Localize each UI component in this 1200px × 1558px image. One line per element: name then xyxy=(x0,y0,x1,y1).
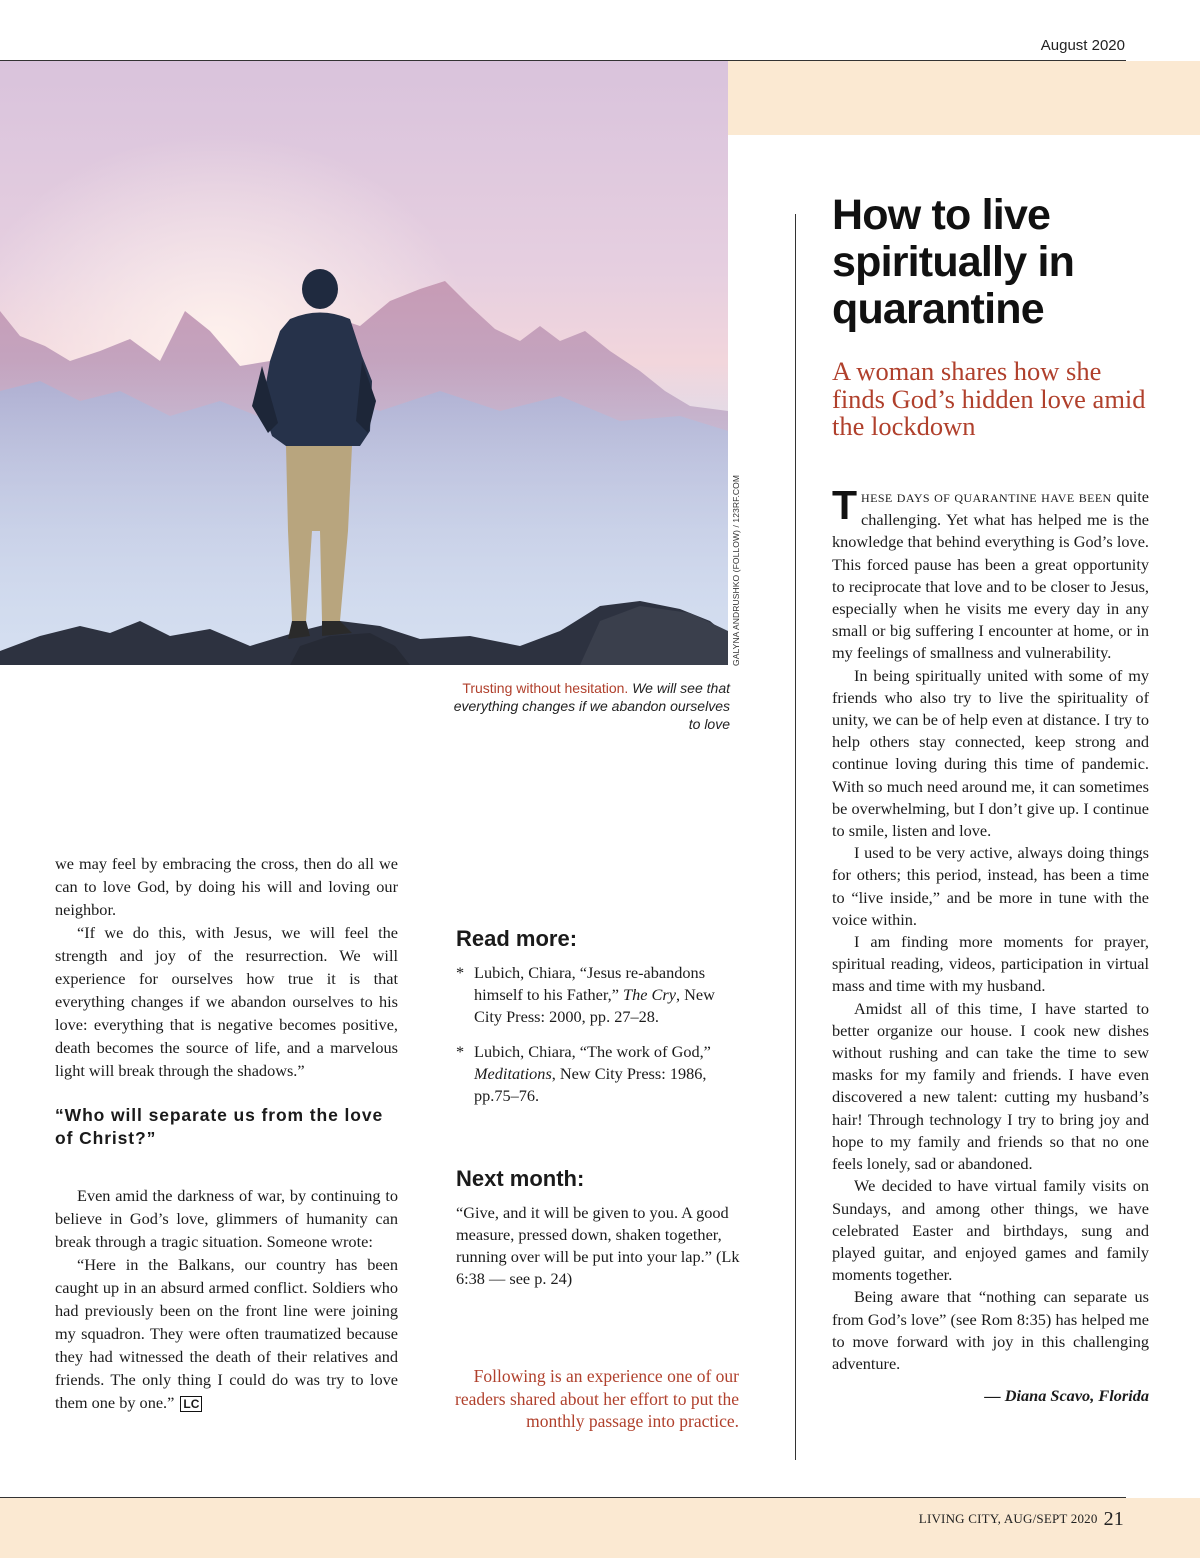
caption-lead: Trusting without hesitation. xyxy=(462,680,629,696)
read-more-box xyxy=(456,926,746,1120)
page-number: 21 xyxy=(1103,1508,1124,1530)
article-paragraph: Amidst all of this time, I have started to better organize our house. I cook new dishes without rushing and can take the time to sew masks for my family and friends. I have even discovered a new talent: cutting my husband’s hair! Through technology I try to bring joy and hope to my family and friends so that no one feels lonely, sad or abandoned. xyxy=(832,998,1149,1174)
article-paragraph: We decided to have virtual family visits on Sundays, and among other things, we have celebrated Easter and birthdays, sung and played guitar, and enjoyed games and family moments together. xyxy=(832,1176,1149,1285)
publication-name: LIVING CITY, AUG/SEPT 2020 xyxy=(918,1511,1098,1526)
list-item: * Lubich, Chiara, “Jesus re-abandons himself to his Father,” The Cry, New City Press: 2000, pp. 27–28. xyxy=(456,963,715,1026)
photo-credit: GALYNA ANDRUSHKO (FOLLOW) / 123RF.COM xyxy=(731,474,741,666)
article-paragraph: Being aware that “nothing can separate us from God’s love” (see Rom 8:35) has helped me to move forward with joy in this challenging adventure. xyxy=(832,1287,1149,1373)
article-subhead: A woman shares how she finds God’s hidden love amid the lockdown xyxy=(832,356,1146,441)
next-month-box xyxy=(456,1166,746,1290)
read-more-list xyxy=(456,962,746,1107)
photo-caption xyxy=(440,679,730,733)
list-item: * Lubich, Chiara, “The work of God,” Meditations, New City Press: 1986, pp.75–76. xyxy=(456,1042,711,1105)
man-on-mountain-photo xyxy=(0,61,728,665)
left-column xyxy=(55,852,398,1414)
article-paragraph: In being spiritually united with some of my friends who also try to live the spirituality of unity, we can be of help even at distance. I try to help others stay connected, keep strong and continue loving during this time of pandemic. With so much need around me, it can sometimes be overwhelming, but I don’t give up. I continue to smile, listen and love. xyxy=(832,665,1149,841)
author-signature: — Diana Scavo, Florida xyxy=(984,1386,1149,1406)
next-month-title: Next month: xyxy=(456,1166,585,1191)
end-mark-icon: LC xyxy=(180,1396,202,1412)
article-intro-note: Following is an experience one of our readers shared about her effort to put the monthly passage into practice. xyxy=(455,1366,739,1431)
header-color-band xyxy=(728,61,1200,135)
read-more-title: Read more: xyxy=(456,926,578,951)
left-paragraph-4: “Here in the Balkans, our country has been caught up in an absurd armed conflict. Soldiers who had previously been on the front line were joining my squadron. They were often traumatized because they had witnessed the death of their relatives and friends. The only thing I could do was try to love them one by one.” LC xyxy=(55,1255,398,1412)
issue-date: August 2020 xyxy=(1040,37,1125,54)
article-body xyxy=(832,482,1149,1407)
left-paragraph-1: we may feel by embracing the cross, then do all we can to love God, by doing his will and loving our neighbor. xyxy=(55,854,398,919)
left-paragraph-3: Even amid the darkness of war, by continuing to believe in God’s love, glimmers of humanity can break through a tragic situation. Someone wrote: xyxy=(55,1186,398,1251)
article-paragraph: I am finding more moments for prayer, spiritual reading, videos, participation in virtual mass and time with my husband. xyxy=(832,932,1149,996)
column-divider xyxy=(795,214,796,1460)
left-paragraph-2: “If we do this, with Jesus, we will feel the strength and joy of the resurrection. We will experience for ourselves how true it is that everything changes if we abandon ourselves to his love: everything that is negative becomes positive, death becomes the source of life, and a marvelous light will break through the shadows.” xyxy=(55,923,398,1080)
caption-text: We will see that everything changes if we abandon ourselves to love xyxy=(453,680,730,732)
article-paragraph: I used to be very active, always doing things for others; this period, instead, has been a time to “live inside,” and be more in tune with the voice within. xyxy=(832,843,1149,929)
drop-cap: T xyxy=(832,482,858,528)
next-month-text: “Give, and it will be given to you. A good measure, pressed down, shaken together, running over will be put into your lap.” (Lk 6:38 — see p. 24) xyxy=(456,1203,740,1288)
article-paragraph-1: THESE DAYS OF QUARANTINE HAVE BEEN quite challenging. Yet what has helped me is the knowledge that behind everything is God’s love. This forced pause has been a great opportunity to reciprocate that love and to be closer to Jesus, especially when he visits me every day in any small or big suffering I encounter at home, or in my feelings of smallness and vulnerability. xyxy=(832,482,1149,663)
article-headline: How to live spiritually in quarantine xyxy=(832,191,1075,333)
page-footer xyxy=(919,1508,1124,1531)
section-heading: “Who will separate us from the love of Christ?” xyxy=(55,1105,384,1148)
